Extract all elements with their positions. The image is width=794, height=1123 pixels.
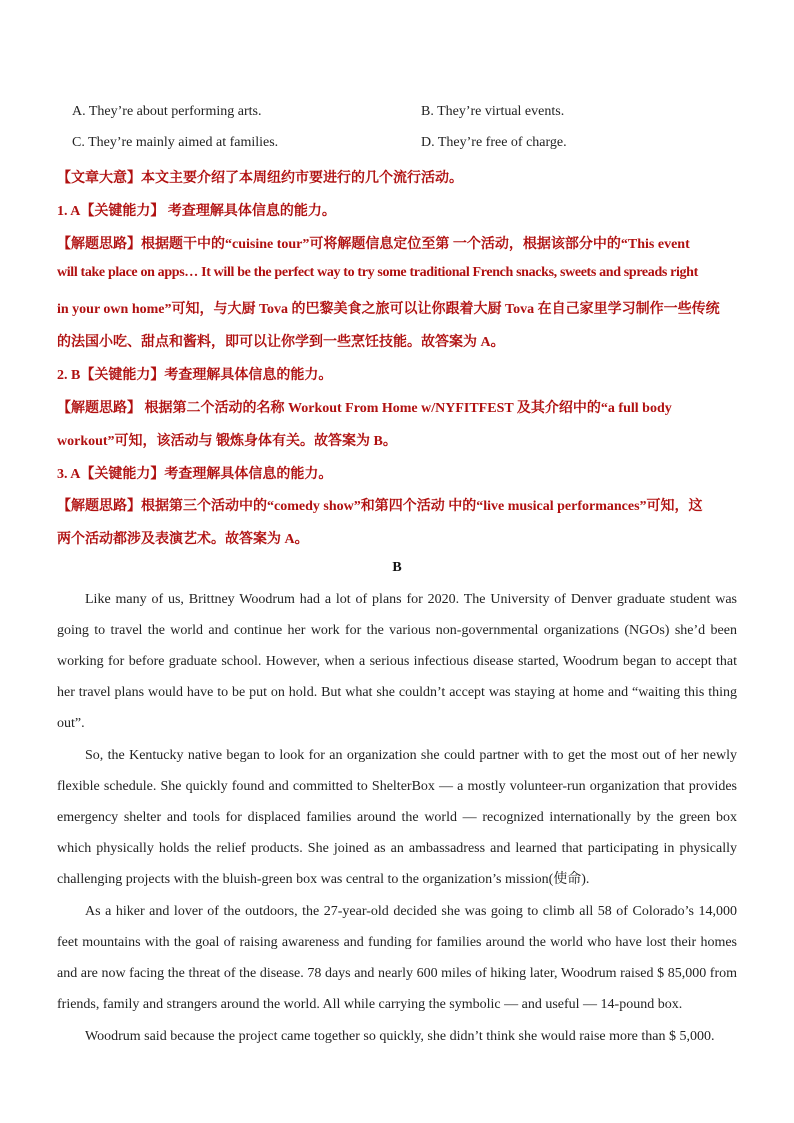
passage-paragraph: As a hiker and lover of the outdoors, the 27-year-old decided she was going to climb all 58 of Colorado’s 14,000 feet mountains with the goal of raising awareness and funding for families around the world who have lost their homes and are now facing the threat of the disease. 78 days and nearly 600 miles of hiking later, Woodrum raised $ 85,000 from friends, family and strangers around the world. All while carrying the symbolic — and useful — 14-pound box. <box>57 904 737 1012</box>
q3-explanation-line: 【解题思路】根据第三个活动中的“comedy show”和第四个活动 中的“live musical performances”可知，这 <box>57 499 703 514</box>
q2-answer-heading: 2. B【关键能力】考查理解具体信息的能力。 <box>57 368 333 383</box>
q1-explanation-line: 【解题思路】根据题干中的“cuisine tour”可将解题信息定位至第 一个活动，根据该部分中的“This event <box>57 237 690 252</box>
q2-explanation-line: 【解题思路】 根据第二个活动的名称 Workout From Home w/NYFITFEST 及其介绍中的“a full body <box>57 401 672 416</box>
passage-paragraph: So, the Kentucky native began to look for an organization she could partner with to get the most out of her newly flexible schedule. She quickly found and committed to ShelterBox — a mostly volunteer-run organization that provides emergency shelter and tools for displaced families around the world — recognized internationally by the green box which physically holds the relief products. She joined as an ambassadress and learned that participating in physically challenging projects with the bluish-green box was central to the organization’s mission(使命). <box>57 748 737 887</box>
article-summary: 【文章大意】本文主要介绍了本周纽约市要进行的几个流行活动。 <box>57 171 463 186</box>
option-a: A. They’re about performing arts. <box>72 104 262 119</box>
passage-paragraph: Woodrum said because the project came together so quickly, she didn’t think she would raise more than $ 5,000. <box>85 1029 715 1044</box>
q3-answer-heading: 3. A【关键能力】考查理解具体信息的能力。 <box>57 467 333 482</box>
passage-paragraph: Like many of us, Brittney Woodrum had a lot of plans for 2020. The University of Denver graduate student was going to travel the world and continue her work for the various non-governmental organizations (NGOs) she’d been working for before graduate school. However, when a serious infectious disease started, Woodrum began to accept that her travel plans would have to be put on hold. But what she couldn’t accept was staying at home and “waiting this thing out”. <box>57 592 737 731</box>
option-d: D. They’re free of charge. <box>421 135 567 150</box>
option-b: B. They’re virtual events. <box>421 104 565 119</box>
q1-explanation-line: in your own home”可知，与大厨 Tova 的巴黎美食之旅可以让你跟着大厨 Tova 在自己家里学习制作一些传统 <box>57 302 720 317</box>
q1-explanation-line: will take place on apps… It will be the perfect way to try some traditional French snacks, sweets and spreads right <box>57 265 698 280</box>
q2-explanation-line: workout”可知，该活动与 锻炼身体有关。故答案为 B。 <box>57 434 397 449</box>
q1-answer-heading: 1. A【关键能力】 考查理解具体信息的能力。 <box>57 204 336 219</box>
q3-explanation-line: 两个活动都涉及表演艺术。故答案为 A。 <box>57 532 309 547</box>
option-c: C. They’re mainly aimed at families. <box>72 135 279 150</box>
q1-explanation-line: 的法国小吃、甜点和酱料，即可以让你学到一些烹饪技能。故答案为 A。 <box>57 335 505 350</box>
section-title: B <box>392 560 402 575</box>
